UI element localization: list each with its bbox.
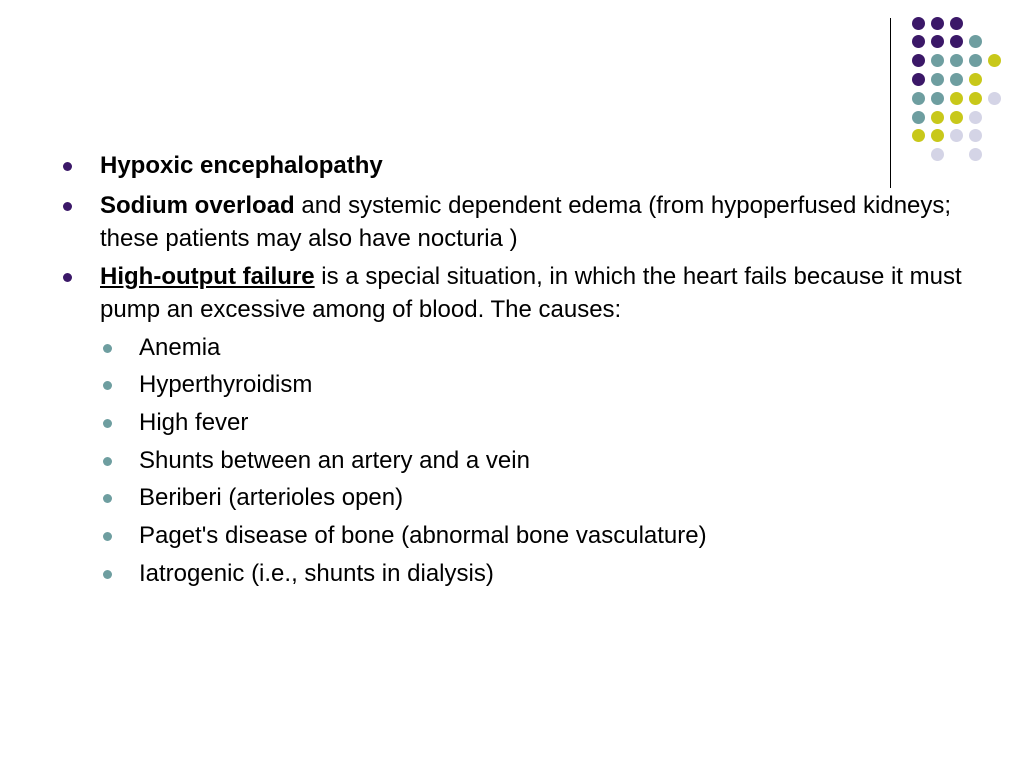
bullet-sodium-overload: [100, 189, 980, 255]
bullet-text: and systemic dependent edema (from hypoperfused kidneys; these patients may also have nocturia ): [100, 192, 952, 252]
sub-bullet-pagets-disease: Paget's disease of bone (abnormal bone vasculature): [139, 522, 707, 549]
bullet-bold-text: Sodium overload: [100, 192, 295, 219]
sub-bullet-hyperthyroidism: Hyperthyroidism: [139, 371, 313, 398]
sub-bullet-shunts: Shunts between an artery and a vein: [139, 447, 530, 474]
sub-bullet-icon: [103, 494, 112, 503]
bullet-hypoxic-encephalopathy: [100, 149, 980, 182]
bullet-icon: [63, 202, 72, 211]
sub-bullet-icon: [103, 532, 112, 541]
sub-bullet-icon: [103, 570, 112, 579]
bullet-high-output-failure: [100, 260, 980, 326]
bullet-text: is a special situation, in which the heart fails because it must pump an excessive among of blood. The causes:: [100, 263, 962, 323]
sub-bullet-icon: [103, 457, 112, 466]
sub-bullet-icon: [103, 419, 112, 428]
sub-bullet-anemia: Anemia: [139, 334, 221, 361]
sub-bullet-iatrogenic: Iatrogenic (i.e., shunts in dialysis): [139, 560, 494, 587]
bullet-icon: [63, 273, 72, 282]
sub-bullet-icon: [103, 344, 112, 353]
bullet-icon: [63, 162, 72, 171]
sub-bullet-icon: [103, 381, 112, 390]
sub-bullet-beriberi: Beriberi (arterioles open): [139, 484, 404, 511]
bullet-bold-text: High-output failure: [100, 263, 315, 290]
sub-bullet-high-fever: High fever: [139, 409, 249, 436]
bullet-bold-text: Hypoxic encephalopathy: [100, 152, 383, 179]
